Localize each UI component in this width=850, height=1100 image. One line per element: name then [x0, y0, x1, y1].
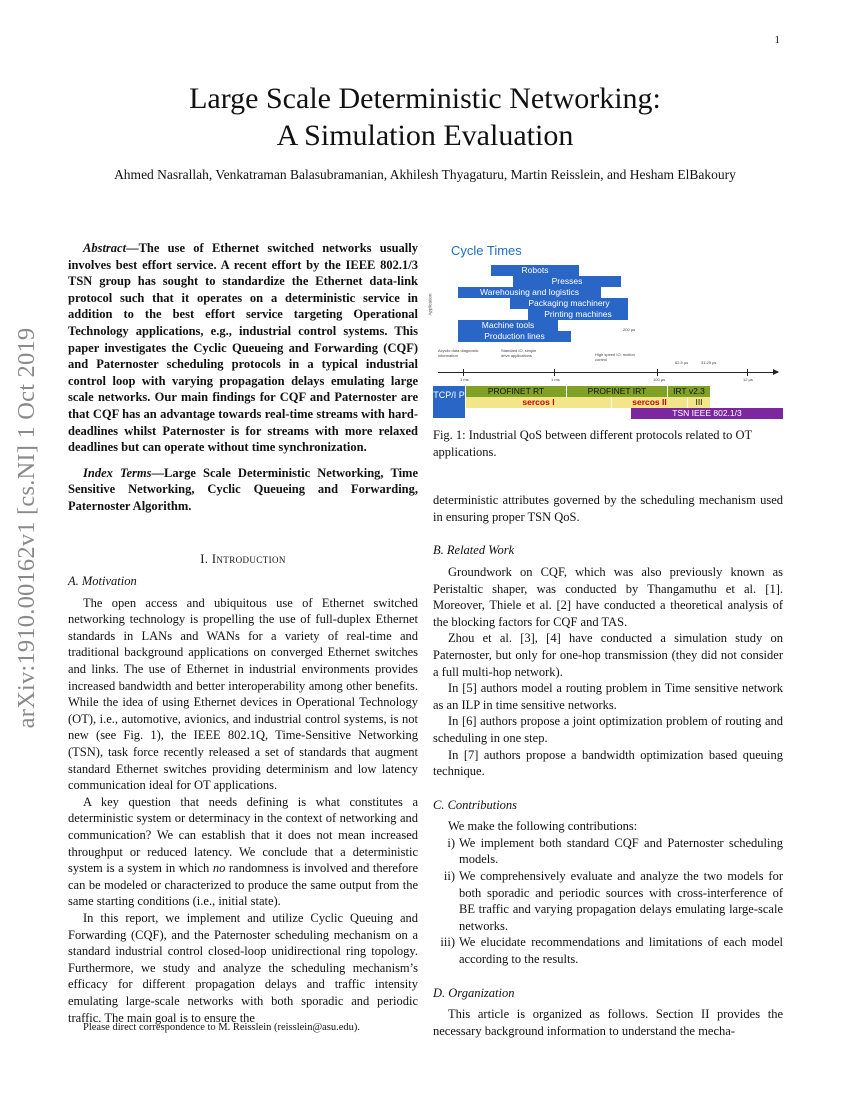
bar-printing: Printing machines [528, 309, 628, 320]
bar-machine-tools: Machine tools [458, 320, 558, 331]
arxiv-stamp [2, 288, 52, 768]
abstract [68, 240, 418, 456]
bar-production-lines: Production lines [458, 331, 571, 342]
motivation-p2-b: randomness is involved and therefore can be modeled or characterized to produce the same output from the same starting conditions (i.e., initial state). [68, 861, 418, 909]
subsection-organization: D. Organization [433, 985, 515, 1000]
related-paragraph-4: In [6] authors propose a joint optimization problem of routing and scheduling in one step. [433, 714, 783, 745]
abstract-label: Abstract [83, 241, 127, 255]
tick-mark-2 [554, 369, 555, 376]
tick-label-1: 1 ms [460, 377, 469, 382]
index-terms-label: Index Terms [83, 465, 152, 480]
left-column [68, 240, 418, 1026]
contribution-label: ii) [443, 869, 455, 884]
contribution-label: i) [447, 835, 455, 850]
title-line-2: A Simulation Evaluation [276, 119, 574, 152]
tiny-label-acyclic: Acyclic data diagnostic information [438, 348, 479, 358]
figure-title: Cycle Times [451, 243, 522, 258]
contribution-text: We implement both standard CQF and Paternoster scheduling models. [459, 835, 783, 867]
related-paragraph-2: Zhou et al. [3], [4] have conducted a simulation study on Paternoster, but only for one-hop transmission (they did not consider a full multi-hop network). [433, 631, 783, 679]
bar-packaging: Packaging machinery [510, 298, 628, 309]
section-heading-introduction [68, 551, 418, 568]
tick-label-2: 1 ms [551, 377, 560, 382]
section-title: Introduction [211, 551, 286, 566]
subsection-motivation: A. Motivation [68, 574, 137, 589]
tick-label-3: 100 µs [653, 377, 666, 382]
bar-robots: Robots [491, 265, 579, 276]
contribution-item [433, 835, 783, 868]
tcp-ip-box: TCP/I P [433, 386, 465, 418]
figure-1 [427, 240, 786, 420]
tick-mark-4 [747, 369, 748, 376]
contributions-intro: We make the following contributions: [448, 819, 638, 834]
tick-label-4: 12 µs [743, 377, 753, 382]
right-column [433, 427, 783, 1039]
bar-sercos-3: III [688, 397, 710, 408]
tiny-label-standard-io: Standard IO, simple drive applications [501, 348, 537, 358]
author-list: Ahmed Nasrallah, Venkatraman Balasubramanian, Akhilesh Thyagaturu, Martin Reisslein, and Hesham ElBakoury [114, 167, 736, 182]
tick-mark-1 [463, 369, 464, 376]
bar-profinet-irt: PROFINET IRT [567, 386, 667, 397]
bar-warehousing: Warehousing and logistics [458, 287, 601, 298]
related-paragraph-3: In [5] authors model a routing problem in Time sensitive network as an ILP in time sensitive networks. [433, 681, 783, 712]
timeline-arrow-icon [773, 369, 779, 375]
related-paragraph-1: Groundwork on CQF, which was also previously known as Peristaltic shaper, was conducted by Thangamuthu et al. [1]. Moreover, Thiele et al. [2] have conducted a theoretical analysis of the blocking factors for CQF and TAS. [433, 564, 783, 629]
subsection-contributions: C. Contributions [433, 797, 518, 812]
contribution-item [433, 868, 783, 934]
motivation-p2-emphasis: no [212, 861, 226, 876]
contribution-text: We elucidate recommendations and limitations of each model according to the results. [459, 935, 783, 967]
timeline-axis [438, 372, 778, 373]
tick-extra-31: 31.25 µs [701, 360, 717, 365]
related-paragraph-5: In [7] authors propose a bandwidth optimization based queuing technique. [433, 747, 783, 779]
paper-title [0, 80, 850, 154]
abstract-text: —The use of Ethernet switched networks usually involves best effort service. A recent effort by the IEEE 802.1/3 TSN group has sought to standardize the Ethernet data-link protocol such that it operates on a deterministic service in addition to the best effort service targeting Operational Technology applications, e.g., industrial control systems. This paper investigates the Cyclic Queueing and Forwarding (CQF) and Paternoster scheduling protocols in a typical industrial control loop with varying propagation delays emulating large scale networks. Our main findings for CQF and Paternoster are that CQF has an advantage towards real-time streams with hard-deadlines whilst Paternoster is for streams with more relaxed deadlines but can operate without time synchronization. [68, 241, 418, 455]
tick-extra-62: 62.5 µs [675, 360, 689, 365]
contribution-label: iii) [440, 935, 455, 950]
tick-mark-3 [657, 369, 658, 376]
figure-y-label: Application [427, 293, 433, 316]
footnote: Please direct correspondence to M. Reisslein (reisslein@asu.edu). [83, 1022, 361, 1033]
bar-sercos-2: sercos II [612, 397, 687, 408]
tiny-label-high-speed: High speed IO, motion control [595, 352, 635, 362]
bar-presses: Presses [513, 276, 621, 287]
title-line-1: Large Scale Deterministic Networking: [189, 82, 661, 115]
bar-irt-v23: IRT v2.3 [668, 386, 710, 397]
contribution-item [433, 934, 783, 967]
section-number: I. [200, 551, 209, 566]
organization-paragraph-1: This article is organized as follows. Section II provides the necessary background information to understand the mecha- [433, 1007, 783, 1038]
note-200us: 200 µs [623, 327, 636, 332]
index-terms [68, 465, 418, 515]
bar-profinet-rt: PROFINET RT [466, 386, 566, 397]
contribution-text: We comprehensively evaluate and analyze the two models for both sporadic and periodic sources with cross-interference of BE traffic and varying propagation delays emulating large-scale networks. [459, 869, 783, 933]
arxiv-stamp-text: arXiv:1910.00162v1 [cs.NI] 1 Oct 2019 [13, 327, 40, 729]
subsection-related-work: B. Related Work [433, 543, 515, 558]
motivation-p2-a: A key question that needs defining is what constitutes a deterministic system or determinacy in the context of networking and communication? We can establish that it does not mean increased throughput or reduced latency. We conclude that a deterministic system is a system in which [68, 794, 418, 876]
motivation-paragraph-1: The open access and ubiquitous use of Ethernet switched networking technology is propelling the use of full-duplex Ethernet standards in LANs and WANs for a variety of real-time and traditional background applications on converged Ethernet switches and links. The use of Ethernet in industrial environments provides increased bandwidth and better interoperability among other benefits. While the idea of using Ethernet devices in Operational Technology (OT), i.e., automotive, avionics, and industrial control systems, is not new (see Fig. 1), the IEEE 802.1Q, Time-Sensitive Networking (TSN), task force recently released a set of standards that augment standard Ethernet switches providing determinism and low latency communication ideal for OT applications. [68, 595, 418, 793]
bar-sercos-1: sercos I [466, 397, 611, 408]
figure-caption: Fig. 1: Industrial QoS between different protocols related to OT applications. [433, 428, 752, 459]
motivation-paragraph-3: In this report, we implement and utilize Cyclic Queuing and Forwarding (CQF), and the Paternoster scheduling mechanism on a standard industrial control closed-loop unidirectional ring topology. Furthermore, we study and analyze the scheduling mechanism’s efficacy for different propagation delays and traffic intensity emulating large-scale networks with both sporadic and periodic traffic. The main goal is to ensure the [68, 910, 418, 1025]
motivation-paragraph-2 [68, 794, 418, 910]
bar-tsn: TSN IEEE 802.1/3 [631, 408, 783, 419]
page-number: 1 [774, 34, 780, 46]
index-terms-text: —Large Scale Deterministic Networking, Time Sensitive Networking, Cyclic Queueing and Forwarding, Paternoster Algorithm. [68, 465, 419, 513]
right-paragraph-0: deterministic attributes governed by the scheduling mechanism used in ensuring proper TSN QoS. [433, 493, 783, 524]
